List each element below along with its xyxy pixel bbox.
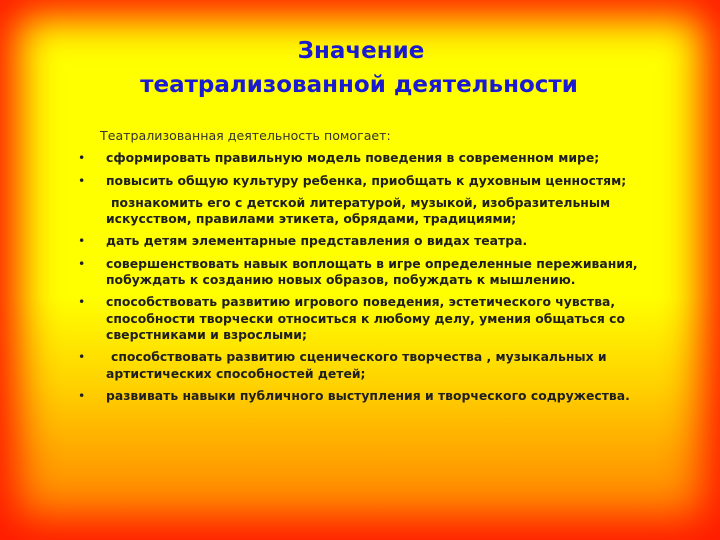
- title-line-1: Значение: [297, 38, 425, 64]
- list-item: [78, 195, 683, 228]
- list-item: [78, 349, 683, 382]
- list-item: [78, 388, 683, 404]
- list-item: [78, 173, 683, 189]
- list-item-text: способствовать развитию игрового поведения, эстетического чувства, способности творчески относиться к любому делу, умения общаться со сверстниками и взрослыми;: [106, 294, 625, 342]
- title-line-2: театрализованной деятельности: [140, 72, 578, 98]
- bullet-list: [78, 150, 683, 404]
- list-item-text: дать детям элементарные представления о видах театра.: [106, 233, 528, 249]
- list-item-text: повысить общую культуру ребенка, приобщать к духовным ценностям;: [106, 172, 627, 188]
- list-item: [78, 256, 683, 289]
- list-item-text: познакомить его с детской литературой, музыкой, изобразительным искусством, правилами этикета, обрядами, традициями;: [106, 194, 611, 227]
- bullet-icon: •: [78, 150, 86, 166]
- bullet-icon: •: [78, 233, 86, 249]
- list-item-text: сформировать правильную модель поведения в современном мире;: [106, 150, 600, 166]
- list-item-text: совершенствовать навык воплощать в игре определенные переживания, побуждать к созданию новых образов, побуждать к мышлению.: [106, 255, 638, 288]
- bullet-icon: •: [78, 172, 86, 188]
- bullet-icon: •: [78, 255, 86, 271]
- list-item: [78, 294, 683, 343]
- list-item: [78, 150, 683, 166]
- list-item: [78, 233, 683, 249]
- slide-content: [78, 128, 683, 410]
- intro-text: Театрализованная деятельность помогает:: [100, 128, 391, 143]
- list-item-text: способствовать развитию сценического творчества , музыкальных и артистических способностей детей;: [106, 349, 607, 381]
- list-item-text: развивать навыки публичного выступления и творческого содружества.: [106, 387, 630, 403]
- slide-title: [0, 34, 720, 102]
- bullet-icon: •: [78, 294, 86, 310]
- bullet-icon: •: [78, 387, 86, 403]
- bullet-icon: •: [78, 349, 86, 365]
